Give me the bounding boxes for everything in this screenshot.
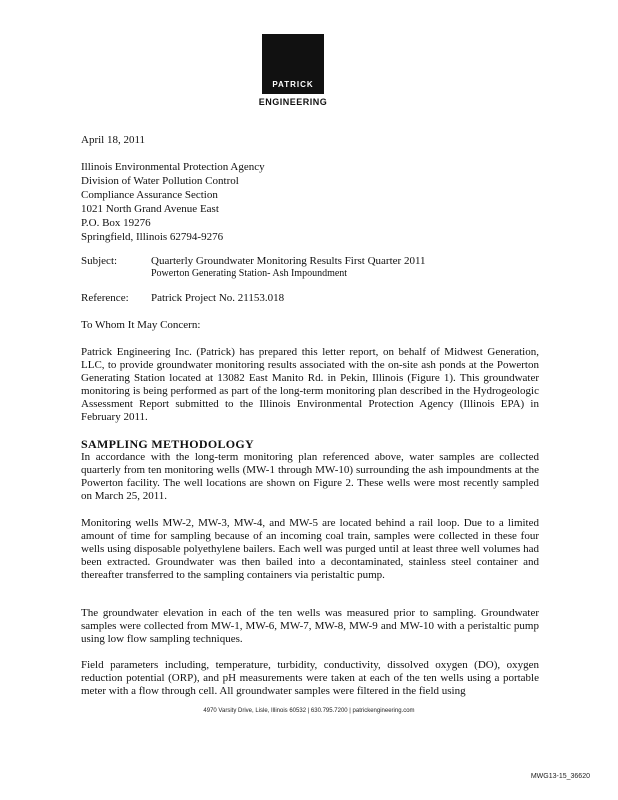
subject-line-1: Quarterly Groundwater Monitoring Results First Quarter 2011 [151,255,426,267]
recipient-line: Illinois Environmental Protection Agency [81,161,265,173]
paragraph-rail-loop-wells: Monitoring wells MW-2, MW-3, MW-4, and MW-5 are located behind a rail loop. Due to a limited amount of time for sampling because of an incoming coal train, samples were collected in these four wells using disposable polyethylene bailers. Each well was purged until at least three well volumes had been extracted. Groundwater was then bailed into a decontaminated, stainless steel container and thereafter transferred to the sampling containers via peristaltic pump. [81,517,539,581]
reference-row [81,292,285,305]
subject-line-2: Powerton Generating Station- Ash Impoundment [151,268,348,279]
reference-label: Reference: [81,292,129,304]
reference-value: Patrick Project No. 21153.018 [151,292,285,304]
logo-mark [262,34,324,94]
salutation: To Whom It May Concern: [81,319,201,331]
paragraph-sampling-plan: In accordance with the long-term monitoring plan referenced above, water samples are collected quarterly from ten monitoring wells (MW-1 through MW-10) surrounding the ash impoundments at the Powerton facility. The well locations are shown on Figure 2. These wells were most recently sampled on March 25, 2011. [81,451,539,502]
recipient-address [81,160,265,244]
paragraph-field-parameters: Field parameters including, temperature, turbidity, conductivity, dissolved oxygen (DO), oxygen reduction potential (ORP), and pH measurements were taken at each of the ten wells using a portable meter with a flow through cell. All groundwater samples were filtered in the field using [81,659,539,697]
recipient-line: 1021 North Grand Avenue East [81,203,219,215]
letter-date: April 18, 2011 [81,134,146,146]
logo-name: PATRICK [272,80,314,89]
recipient-line: Division of Water Pollution Control [81,175,239,187]
paragraph-groundwater-elevation: The groundwater elevation in each of the ten wells was measured prior to sampling. Groundwater samples were collected from MW-1, MW-6, MW-7, MW-8, MW-9 and MW-10 with a peristaltic pump using low flow sampling techniques. [81,607,539,645]
document-id: MWG13-15_36620 [530,773,590,780]
subject-label: Subject: [81,255,118,267]
letterhead-footer: 4970 Varsity Drive, Lisle, Illinois 60532 | 630.795.7200 | patrickengineering.com [203,708,415,714]
intro-paragraph: Patrick Engineering Inc. (Patrick) has prepared this letter report, on behalf of Midwest Generation, LLC, to provide groundwater monitoring results associated with the on-site ash ponds at the Powerton Generating Station located at 13082 East Manito Rd. in Pekin, Illinois (Figure 1). This groundwater monitoring is being performed as part of the long-term monitoring plan described in the Hydrogeologic Assessment Report submitted to the Illinois Environmental Protection Agency (Illinois EPA) in February 2011. [81,346,539,423]
recipient-line: P.O. Box 19276 [81,217,151,229]
section-heading: SAMPLING METHODOLOGY [81,437,255,451]
company-logo [248,34,338,107]
recipient-line: Springfield, Illinois 62794-9276 [81,231,224,243]
subject-row-2 [81,267,348,280]
recipient-line: Compliance Assurance Section [81,189,218,201]
logo-subtitle: ENGINEERING [258,97,328,107]
